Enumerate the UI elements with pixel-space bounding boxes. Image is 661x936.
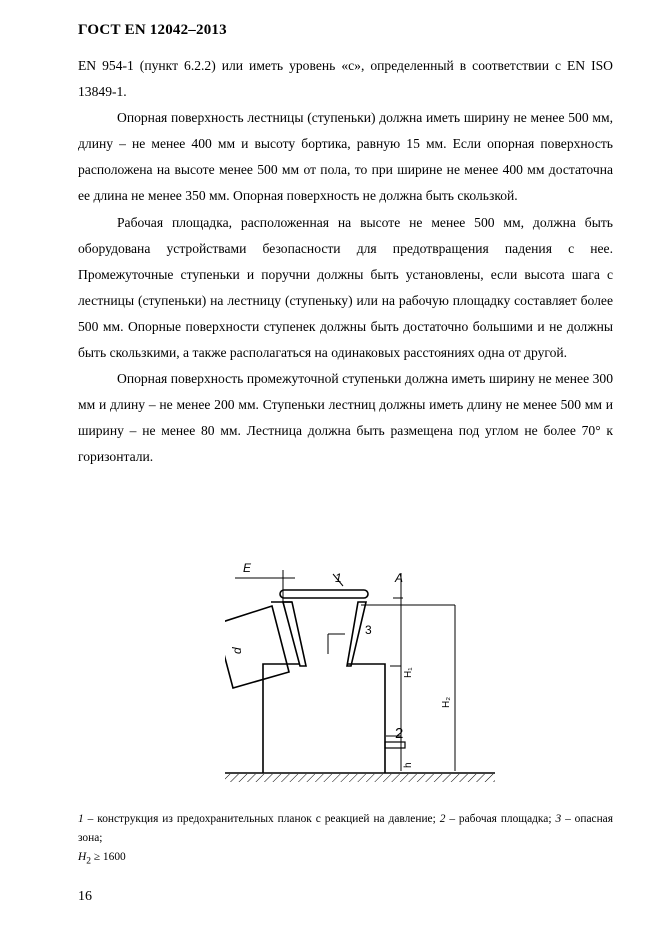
caption-line: 1 – конструкция из предохранительных планок с реакцией на давление; 2 – рабочая площадка; 3 – опасная зона; [78, 813, 613, 844]
tilted-block [225, 606, 289, 688]
label-h: h [403, 762, 414, 768]
label-1: 1 [335, 571, 342, 585]
working-platform [385, 742, 405, 748]
left-gate-bar [283, 602, 306, 666]
platform-outline [263, 664, 300, 773]
technical-figure [225, 558, 625, 790]
label-a: A [395, 571, 404, 585]
paragraph-1: EN 954-1 (пункт 6.2.2) или иметь уровень «c», определенный в соответствии с EN ISO 13849-1. [78, 58, 613, 100]
label-h1: H₁ [403, 667, 414, 678]
paragraph-2: Опорная поверхность лестницы (ступеньки) должна иметь ширину не менее 500 мм, длину – не менее 400 мм и высоту бортика, равную 15 мм. Если опорная поверхность расположена на высоте менее 500 мм от пола, то при ширине не менее 400 мм достаточна ее длина не менее 350 мм. Опорная поверхность не должна быть скользкой. [78, 110, 613, 204]
right-gate-bar [347, 602, 366, 666]
label-2: 2 [395, 725, 404, 742]
label-3: 3 [365, 623, 372, 637]
paragraph-3: Рабочая площадка, расположенная на высоте не менее 500 мм, должна быть оборудована устройствами безопасности для предотвращения падения с нее. Промежуточные ступеньки и поручни должны быть установлены, если высота шага с лестницы (ступеньки) на лестницу (ступеньку) или на рабочую площадку составляет более 500 мм. Опорные поверхности ступенек должны быть достаточно большими и не должны быть скользкими, а также располагаться на одинаковых расстояниях одна от другой. [78, 214, 613, 361]
safety-bar [280, 590, 368, 598]
figure-caption [78, 810, 613, 871]
label-h2: H₂ [441, 696, 452, 708]
label-d: d [230, 647, 244, 654]
paragraph-4: Опорная поверхность промежуточной ступеньки должна иметь ширину не менее 300 мм и длину – не менее 200 мм. Ступеньки лестниц должны иметь длину не менее 500 мм и ширину – не менее 80 мм. Лестница должна быть размещена под углом не более 70° к горизонтали. [78, 371, 613, 465]
ground-hatch [225, 774, 495, 782]
document-header: ГОСТ EN 12042–2013 [78, 22, 227, 38]
caption-h2: $H_2 \ge 1600$ [78, 851, 126, 867]
body-text [78, 53, 613, 471]
page-number: 16 [78, 889, 92, 904]
platform-right-outline [347, 664, 385, 773]
label-e: E [243, 561, 252, 575]
